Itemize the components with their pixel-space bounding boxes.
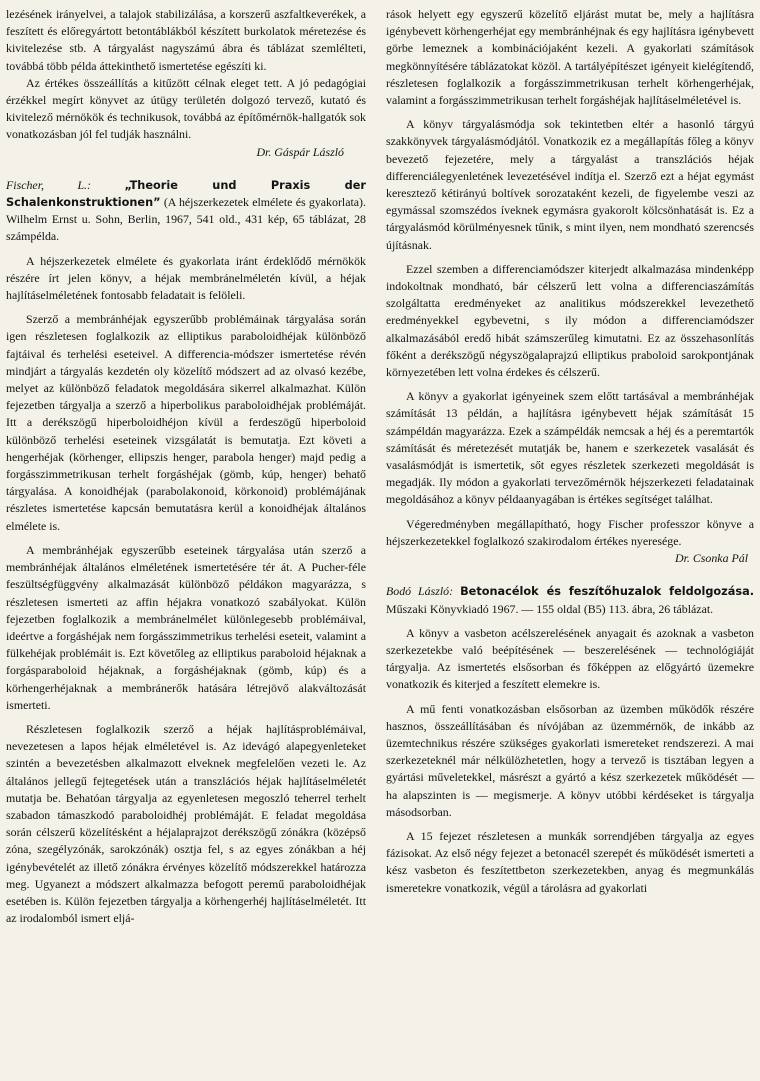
review2-title: „Theorie und Praxis der Schalenkonstruktionen”: [6, 178, 366, 210]
left-column: [6, 6, 366, 927]
review1-signature: Dr. Gáspár László: [256, 144, 344, 159]
review2-author: Fischer, L.:: [6, 177, 91, 192]
review2-paragraph: A könyv a gyakorlat igényeinek szem előtt tartásával a membránhéjak számítását 13 példán, a hajlításra igénybevett héjak számítását 15 számpéldán magyarázza. Ezek a számpéldák nemcsak a héj és a peremtartók számítását és méretezését mutatják be, hanem e szerkezetek vasalását és vasalásmódját is ismertetik, sőt egyes részletek szerkezeti megoldását is megadják. Ily módon a gyakorlati tervezőmérnök héjszerkezeti feladatainak megoldásához a könyv példaanyagában is értékes segítséget találhat.: [386, 389, 754, 507]
review3-paragraph: A könyv a vasbeton acélszerelésének anyagait és azoknak a vasbeton szerkezetekbe való beépítésének — beszerelésének — technológiáját tárgyalja. Az ismertetés elsősorban és főképpen az előgyártó üzemekre vonatkozik és kiterjed a feszített elemekre is.: [386, 625, 754, 692]
review2-paragraph: rások helyett egy egyszerű közelítő eljárást mutat be, mely a hajlításra igénybevett körhengerhéjat egy membránhéjnak és egy hajlításra igénybevett görbe lemeznek a kombinációjaként kezeli. A gyakorlati számítások megkönnyítésére táblázatokat közöl. A tartályépítészet igényeit kielégítendő, részletesen foglalkozik a forgásszimmetrikusan terhelt körhengerhéjak, valamint a forgásszimmetrikusan terhelt forgáshéjak hajlításelméletével is.: [386, 7, 754, 108]
review2-paragraph: A membránhéjak egyszerűbb eseteinek tárgyalása után szerző a membránhéjak általános elméletének ismertetésére tér át. A Pucher-féle feszültségfüggvény alkalmazását különböző példákon magyarázza, s részletesen ismerteti az affin héjakra vonatkozó szabályokat. Külön fejezetben foglalkozik a membránelmélet különlegesebb problémáival, ideértve a forgáshéjak nem forgásszimmetrikus terhelési eseteit, valamint a fülkehéjak problémáit is. Ezt követőleg az elliptikus paraboloid héjaknak a forgásparaboloid héjaknak, a forgáshéjaknak (gömb, kúp) és a körhengerhéjaknak a membránerők hatására létrejövő alakváltozását ismerteti.: [6, 542, 366, 712]
review3-heading: [386, 583, 754, 617]
review3-author: Bodó László:: [386, 584, 454, 599]
review2-paragraph-final: Végeredményben megállapítható, hogy Fischer professzor könyve a héjszerkezetekkel foglalkozó szakirodalom értékes nyeresége.: [386, 516, 754, 548]
review1-paragraph: Az értékes összeállítás a kitűzött célnak eleget tett. A jó pedagógiai érzékkel megírt könyvet az útügy területén dolgozó tervező, kutató és kivitelező mérnökök és technikusok, továbbá az építőmérnök-hallgatók sok vonatkozásban jól fel tudják használni.: [6, 75, 366, 142]
review2-paragraph: A héjszerkezetek elmélete és gyakorlata iránt érdeklődő mérnökök részére írt jelen könyv, a héjak membránelméletén kívül, a héjak hajlításelméletének fontosabb feladatait is felöleli.: [6, 253, 366, 303]
review2-paragraph: Ezzel szemben a differenciamódszer kiterjedt alkalmazása mindenképp indokoltnak mondható, bár célszerű lett volna a differenciaszámítás szolgáltatta eredményeket az analitikus módszerekkel levezethető eredményekkel egybevetni, s ily módon a differenciamódszer alkalmazásából eredő hibát számszerűleg kimutatni. Ez az összehasonlítás főként a derékszögű négyszögalaprajzú elliptikus praboloid sarokpontjának környezetében lett volna érdekes és célszerű.: [386, 261, 754, 380]
review2-heading: [6, 177, 366, 246]
review1-continuation: lezésének irányelvei, a talajok stabilizálása, a korszerű aszfaltkeverékek, a feszített és előregyártott betontáblákból készített burkolatok méretezése és kivitelezése stb. A tárgyalást nagyszámú ábra és táblázat szemlélteti, továbbá több példa áttekinthető ismertetése egészíti ki.: [6, 7, 366, 73]
review2-paragraph: Részletesen foglalkozik szerző a héjak hajlításproblémáival, nevezetesen a lapos héjak elméletével is. Az idevágó alapegyenleteket szintén a bevezetésben alkalmazott elveknek megfelelően vezeti le. Az általános jellegű fejtegetések után a transzlációs héjak hajlításelméletét mutatja be. Behatóan tárgyalja az egyenletesen megoszló teherrel terhelt szabadon támaszkodó paraboloidhéj problémáját. E feladat megoldása során célszerű közelítésként a héjalaprajzot derékszögű zónákra (középső zóna, szegélyzónák, sarokzónák) osztja fel, s az egyes zónákban a héj igénybevételét az illető zónákra érvényes közelítő módszerekkel határozza meg. Ugyanezt a módszert alkalmazza befogott peremű paraboloidhéjak esetében is. Külön fejezetben tárgyalja a körhengerhéj hajlításelméletét. Itt az irodalomból ismert eljá-: [6, 721, 366, 926]
review3-biblio: Műszaki Könyvkiadó 1967. — 155 oldal (B5) 113. ábra, 26 táblázat.: [386, 601, 714, 616]
right-column: [386, 6, 754, 897]
review2-signature: Dr. Csonka Pál: [675, 551, 748, 566]
review2-paragraph: A könyv tárgyalásmódja sok tekintetben eltér a hasonló tárgyú szakkönyvek tárgyalásmódjától. Vonatkozik ez a megállapítás főleg a könyv bevezető fejezetére, mely a tárgyalást a transzlációs héjak differenciálegyenletének levezetésével indítja el. Szerző ezt a héjat egymást keresztező kétirányú boltívek sorozataként kezeli, de figyelembe veszi az egymással szomszédos íveknek egymásra gyakorolt kölcsönhatását is. Ez a tárgyalásmód körülményesnek tűnik, s mint ilyen, nem mondható szerencsés újításnak.: [386, 117, 754, 252]
review2-paragraph: Szerző a membránhéjak egyszerűbb problémáinak tárgyalása során igen részletesen foglalkozik az elliptikus paraboloidhéjak különböző fajtáival és terhelési eseteivel. A differencia-módszer ismertetése révén mindjárt a tárgyalás kezdetén oly közelítő módszert ad az olvasó kezébe, melyet az különböző feladatok megoldására sikerrel alkalmazhat. Külön fejezetben tárgyalja a szerző a hiperbolikus paraboloidhéjak problémáját. Itt a derékszögű hiperboloidhéjon kívül a ferdeszögű hiperboloid különböző terhelési eseteinek vizsgálatát is bemutatja. Ezt követi a hengerhéjak (körhenger, ellipszis henger, parabola henger) majd pedig a forgásszimmetrikusan terhelt forgáshéjak (gömb, kúp, henger) behatő tárgyalása. A konoidhéjak (parabolakonoid, körkonoid) problémájának részletes ismertetése kapcsán bemutatásra kerül a konoidhéjak általános elmélete is.: [6, 312, 366, 533]
review3-paragraph: A mű fenti vonatkozásban elsősorban az üzemben működők részére hasznos, összeállításában és nívójában az üzemmérnök, de inkább az üzemtechnikus részére szükséges gyakorlati ismereteket rendszerezi. A mai szerkezeteknél már nélkülözhetetlen, hogy a tervező is tisztában legyen a gyártási műveletekkel, másrészt a gyártó a kész szerkezetek működését — ha alapszinten is — megismerje. A könyv utóbbi kérdéseket is tárgyalja másodsorban.: [386, 701, 754, 819]
review3-title: Betonacélok és feszítőhuzalok feldolgozása.: [460, 585, 755, 599]
review2-biblio: (A héjszerkezetek elmélete és gyakorlata). Wilhelm Ernst u. Sohn, Berlin, 1967, 541 old., 431 kép, 65 táblázat, 28 számpélda.: [6, 195, 366, 244]
review3-paragraph: A 15 fejezet részletesen a munkák sorrendjében tárgyalja az egyes fázisokat. Az első négy fejezet a betonacél szerepét és működését ismerteti a kész vasbeton és feszítettbeton szerkezetekben, anyag és megmunkálás ismeretekre vonatkozik, végül a tárolásra ad gyakorlati: [386, 828, 754, 895]
